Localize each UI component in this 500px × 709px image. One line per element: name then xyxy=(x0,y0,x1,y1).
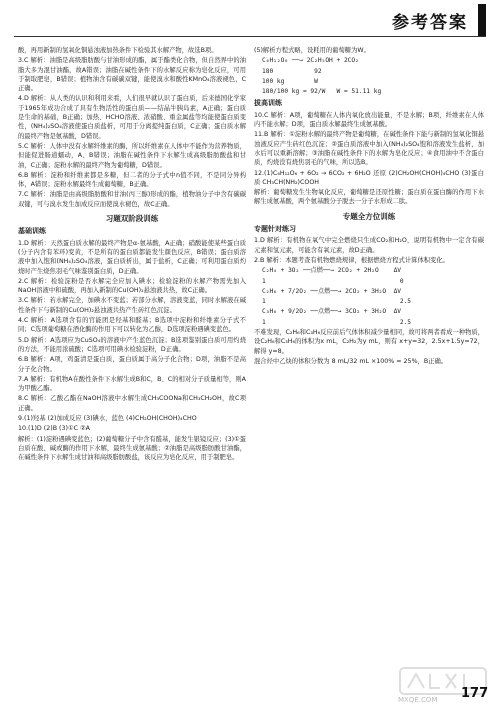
answer-paragraph: 5.C 解析：人体中没有水解纤维素的酶，所以纤维素在人体中不能作为营养物质，但能促进肠道蠕动，A、B错误；油脂在碱性条件下水解生成高级脂肪酸盐和甘油，C正确；淀粉水解的最终产物为葡萄糖，D错误。 xyxy=(18,142,246,169)
answer-paragraph: 解析：(1)淀粉遇碘变蓝色；(2)葡萄糖分子中含有醛基，能发生银镜反应；(3)①蛋白质在酸、碱或酶的作用下水解，最终生成氨基酸；②油脂是高级脂肪酸甘油酯，在碱性条件下水解生成甘油和高级脂肪酸盐，该反应为皂化反应，用于制肥皂。 xyxy=(18,435,246,462)
answer-paragraph: 1.D 解析：天然蛋白质水解的最终产物是α-氨基酸，A正确；硝酸能使某些蛋白质(分子内含有苯环)变黄，不是所有的蛋白质都能发生颜色反应，B错误；蛋白质溶液中加入饱和(NH₄)₂SO₄溶液，蛋白质析出，属于盐析，C正确；可利用蛋白质灼烧时产生烧焦羽毛气味鉴别蛋白质，D正确。 xyxy=(18,239,246,275)
answer-paragraph: 6.B 解析：淀粉和纤维素都是多糖，但二者的分子式中n值不同，不是同分异构体，A错误；淀粉水解最终生成葡萄糖，B正确。 xyxy=(18,171,246,189)
answer-paragraph: 2.C 解析：检验淀粉是否水解完全应加入碘水；检验淀粉的水解产物需先加入NaOH溶液中和硫酸，再加入新制的Cu(OH)₂悬浊液共热，故C正确。 xyxy=(18,277,246,295)
equation-line: 1 2.5 xyxy=(262,318,412,326)
answer-paragraph: 混合烃中乙炔的体积分数为 8 mL/32 mL ×100% = 25%，B正确。 xyxy=(254,357,448,365)
answer-paragraph: 1.D 解析：有机物在氧气中完全燃烧只生成CO₂和H₂O，说明有机物中一定含有碳元素和氢元素，可能含有氧元素，故D正确。 xyxy=(254,237,484,254)
equation-line: 180 92 xyxy=(262,67,322,75)
answer-paragraph: 6.B 解析：A项，鸡蛋清是蛋白质，蛋白质属于高分子化合物；D项，油脂不是高分子化合物。 xyxy=(18,356,246,373)
answer-paragraph: 4.C 解析：A选项含有的官能团是羟基和醛基；B选项中淀粉和纤维素分子式不同；C选项葡萄糖在酒化酶的作用下可以转化为乙醇，D选项淀粉遇碘变蓝色。 xyxy=(18,317,246,334)
section-heading: 基础训练 xyxy=(18,227,46,236)
equation-line: 100 kg W xyxy=(262,77,318,85)
header-rule xyxy=(14,36,486,37)
watermark-text: MXQE.COM xyxy=(398,696,438,704)
section-title: 习题双阶段训练 xyxy=(105,214,159,224)
answer-paragraph: 9.(1)羟基 (2)加成反应 (3)碘水，蓝色 (4)CH₂OH(CHOH)₄CHO xyxy=(18,414,197,422)
right-column xyxy=(254,46,484,367)
answer-paragraph: 7.A 解析：有机物A在酸性条件下水解生成B和C，B、C的相对分子质量相等，则A为甲酸乙酯。 xyxy=(18,375,246,393)
header-title: 参考答案 xyxy=(392,13,468,33)
left-column xyxy=(18,46,246,463)
equation-line: C₃H₆ + 9/2O₂ ──点燃──→ 3CO₂ + 3H₂O ΔV xyxy=(262,308,402,316)
answer-paragraph: 10.(1)D (2)B (3)①C ②A xyxy=(18,425,90,433)
page-number: 177 xyxy=(461,686,489,701)
section-title: 专题全方位训练 xyxy=(342,211,396,221)
answer-paragraph: 7.C 解析：油脂是由高级脂肪酸和甘油(丙三醇)形成的酯，植物油分子中含有碳碳双键，可与溴水发生加成反应而使溴水褪色，故C正确。 xyxy=(18,191,246,208)
answer-paragraph: 5.D 解析：A选项应为CuSO₄的溶液中产生蓝色沉淀；B选项鉴别蛋白质可用灼烧的方法，不能用浓硫酸；C选项可用碘水检验淀粉，D正确。 xyxy=(18,336,246,353)
equation-line: C₆H₁₂O₆ ──→ 2C₂H₅OH + 2CO₂ xyxy=(262,57,359,65)
answer-paragraph: 12.(1)C₆H₁₂O₆ + 6O₂ → 6CO₂ + 6H₂O 还原 (2)CH₂OH(CHOH)₄CHO (3)蛋白质 CH₃CH(NH₂)COOH xyxy=(254,169,484,186)
answer-paragraph: (5)解析方程式略，设耗用的葡萄糖为W。 xyxy=(254,47,370,54)
answer-paragraph: 3.C 解析：油脂是高级脂肪酸与甘油形成的酯，属于酯类化合物，但自然界中的油脂大多为混甘油酯，故A错误；油脂在碱性条件下的水解反应称为皂化反应，可用于制取肥皂，B错误；植物油含有碳碳双键，能使溴水和酸性KMnO₄溶液褪色，C正确。 xyxy=(18,57,246,93)
equation-line: C₂H₄ + 3O₂ ──点燃──→ 2CO₂ + 2H₂O ΔV xyxy=(262,267,402,275)
answer-paragraph: 3.C 解析：若水解完全，加碘水不变蓝；若部分水解，溶液变蓝，同时水解液在碱性条件下与新制的Cu(OH)₂悬浊液共热产生砖红色沉淀。 xyxy=(18,297,246,314)
equation-line: C₂H₆ + 7/2O₂ ──点燃──→ 2CO₂ + 3H₂O ΔV xyxy=(262,287,402,295)
equation-line: 180/100 kg = 92/W W = 51.11 kg xyxy=(262,88,382,96)
answer-paragraph: 10.C 解析：A项，葡萄糖在人体内氧化放出能量，不是水解；B项，纤维素在人体内不能水解；D项，蛋白质水解最终生成氨基酸。 xyxy=(254,111,484,129)
section-heading: 拔高训练 xyxy=(254,99,282,108)
equation-line: 1 2.5 xyxy=(262,298,412,306)
equation-line: 1 0 xyxy=(262,277,404,285)
header-bar xyxy=(478,4,486,36)
page-header xyxy=(0,0,500,40)
answer-paragraph: 4.D 解析：从人类的认识和利用来看，人们很早就认识了蛋白质，后来德国化学家于1965年成功合成了具有生物活性的蛋白质——结晶牛胰岛素，A正确；蛋白质是生命的基础，B正确；加热、HCHO溶液、浓硝酸、重金属盐等均能使蛋白质变性，(NH₄)₂SO₄溶液使蛋白质盐析，可用于分离提纯蛋白质，C正确；蛋白质水解的最终产物是氨基酸，D错误。 xyxy=(18,95,246,140)
answer-paragraph: 11.B 解析：①淀粉水解的最终产物是葡萄糖，在碱性条件下能与新制的氢氧化铜悬浊液反应产生砖红色沉淀；②蛋白质溶液中加入(NH₄)₂SO₄饱和溶液发生盐析，加水后可以重新溶解；③油脂在碱性条件下的水解为皂化反应；④食用油中不含蛋白质，灼烧没有烧焦羽毛的气味，所以选B。 xyxy=(254,131,484,167)
answer-paragraph: 酸，再用新制的氢氧化铜悬浊液加热条件下检验其水解产物，故选B项。 xyxy=(18,47,218,54)
answer-paragraph: 解析：葡萄糖发生生物氧化反应，葡萄糖是还原性糖；蛋白质在蛋白酶的作用下水解生成氨基酸，两个氨基酸分子脱去一分子水形成二肽。 xyxy=(254,189,484,206)
answer-paragraph: 8.C 解析：乙酸乙酯在NaOH溶液中水解生成CH₃COONa和CH₃CH₂OH，故C项正确。 xyxy=(18,395,246,412)
answer-paragraph: 不难发现，C₂H₆和C₃H₆反应前后气体体积减少量相同，故可将两者看成一种物质，设C₂H₆和C₃H₆的体积为x mL，C₂H₂为y mL，则有 x+y=32，2.5x+1.5y=72，解得 y=8。 xyxy=(254,329,484,355)
answer-paragraph: 2.B 解析：本题考查有机物燃烧规律，根据燃烧方程式计算体积变化。 xyxy=(254,256,449,264)
section-heading: 专题针对练习 xyxy=(254,225,296,234)
